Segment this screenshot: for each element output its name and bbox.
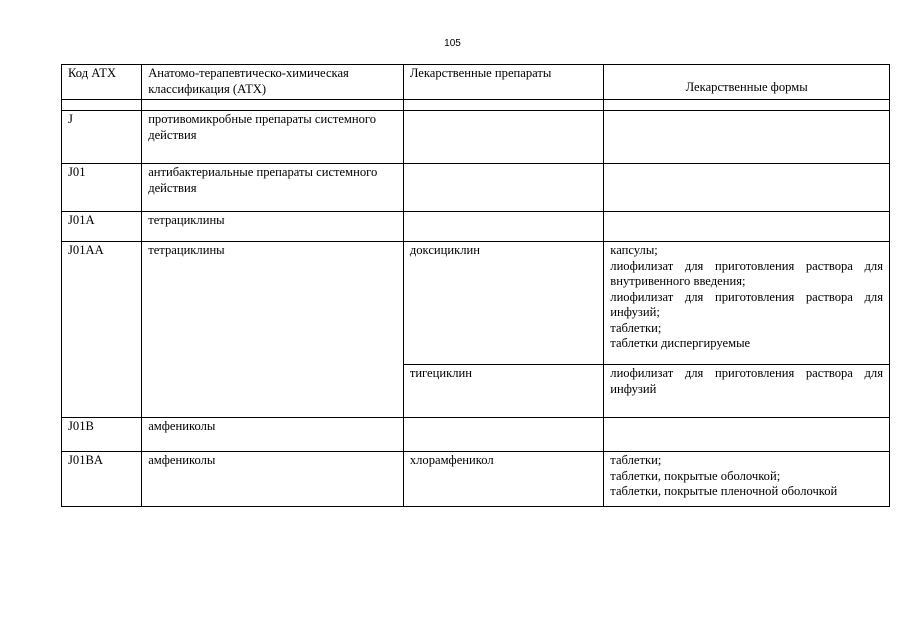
header-code: Код АТХ	[62, 65, 142, 100]
table-row	[62, 452, 890, 507]
form-item: таблетки;	[610, 453, 662, 467]
classification-cell: противомикробные препараты системного действия	[142, 111, 404, 164]
drug-cell	[403, 164, 603, 212]
forms-cell	[604, 164, 890, 212]
drug-cell	[403, 212, 603, 242]
forms-cell	[604, 452, 890, 507]
drug-cell: тигециклин	[403, 365, 603, 418]
forms-cell	[604, 242, 890, 365]
classification-cell: амфениколы	[142, 418, 404, 452]
code-cell: J01B	[62, 418, 142, 452]
code-cell: J	[62, 111, 142, 164]
spacer-cell	[62, 100, 142, 111]
classification-cell: тетрациклины	[142, 242, 404, 418]
drug-cell	[403, 111, 603, 164]
form-item: лиофилизат для приготовления раствора для инфузий;	[610, 289, 883, 319]
form-item: таблетки диспергируемые	[610, 336, 751, 350]
spacer-row	[62, 100, 890, 111]
forms-cell	[604, 365, 890, 418]
atc-drug-table	[61, 64, 890, 507]
table-row	[62, 242, 890, 365]
table-row	[62, 418, 890, 452]
header-classification: Анатомо-терапевтическо-химическая классификация (АТХ)	[142, 65, 404, 100]
drug-cell: доксициклин	[403, 242, 603, 365]
table-row	[62, 212, 890, 242]
forms-cell	[604, 418, 890, 452]
forms-cell	[604, 111, 890, 164]
table-header-row	[62, 65, 890, 100]
table-row	[62, 111, 890, 164]
form-item: таблетки, покрытые пленочной оболочкой	[610, 484, 838, 498]
form-item: капсулы;	[610, 243, 658, 257]
header-drugs: Лекарственные препараты	[403, 65, 603, 100]
form-item: лиофилизат для приготовления раствора для внутривенного введения;	[610, 258, 883, 288]
classification-cell: амфениколы	[142, 452, 404, 507]
forms-cell	[604, 212, 890, 242]
classification-cell: тетрациклины	[142, 212, 404, 242]
code-cell: J01AA	[62, 242, 142, 418]
code-cell: J01BA	[62, 452, 142, 507]
form-item: таблетки;	[610, 320, 662, 335]
spacer-cell	[403, 100, 603, 111]
spacer-cell	[604, 100, 890, 111]
drug-cell	[403, 418, 603, 452]
spacer-cell	[142, 100, 404, 111]
code-cell: J01	[62, 164, 142, 212]
header-forms: Лекарственные формы	[604, 65, 890, 100]
table-row	[62, 164, 890, 212]
page-number: 105	[444, 38, 461, 49]
form-item: таблетки, покрытые оболочкой;	[610, 468, 781, 483]
classification-cell: антибактериальные препараты системного действия	[142, 164, 404, 212]
code-cell: J01A	[62, 212, 142, 242]
drug-cell: хлорамфеникол	[403, 452, 603, 507]
form-item: лиофилизат для приготовления раствора для инфузий	[610, 366, 883, 396]
